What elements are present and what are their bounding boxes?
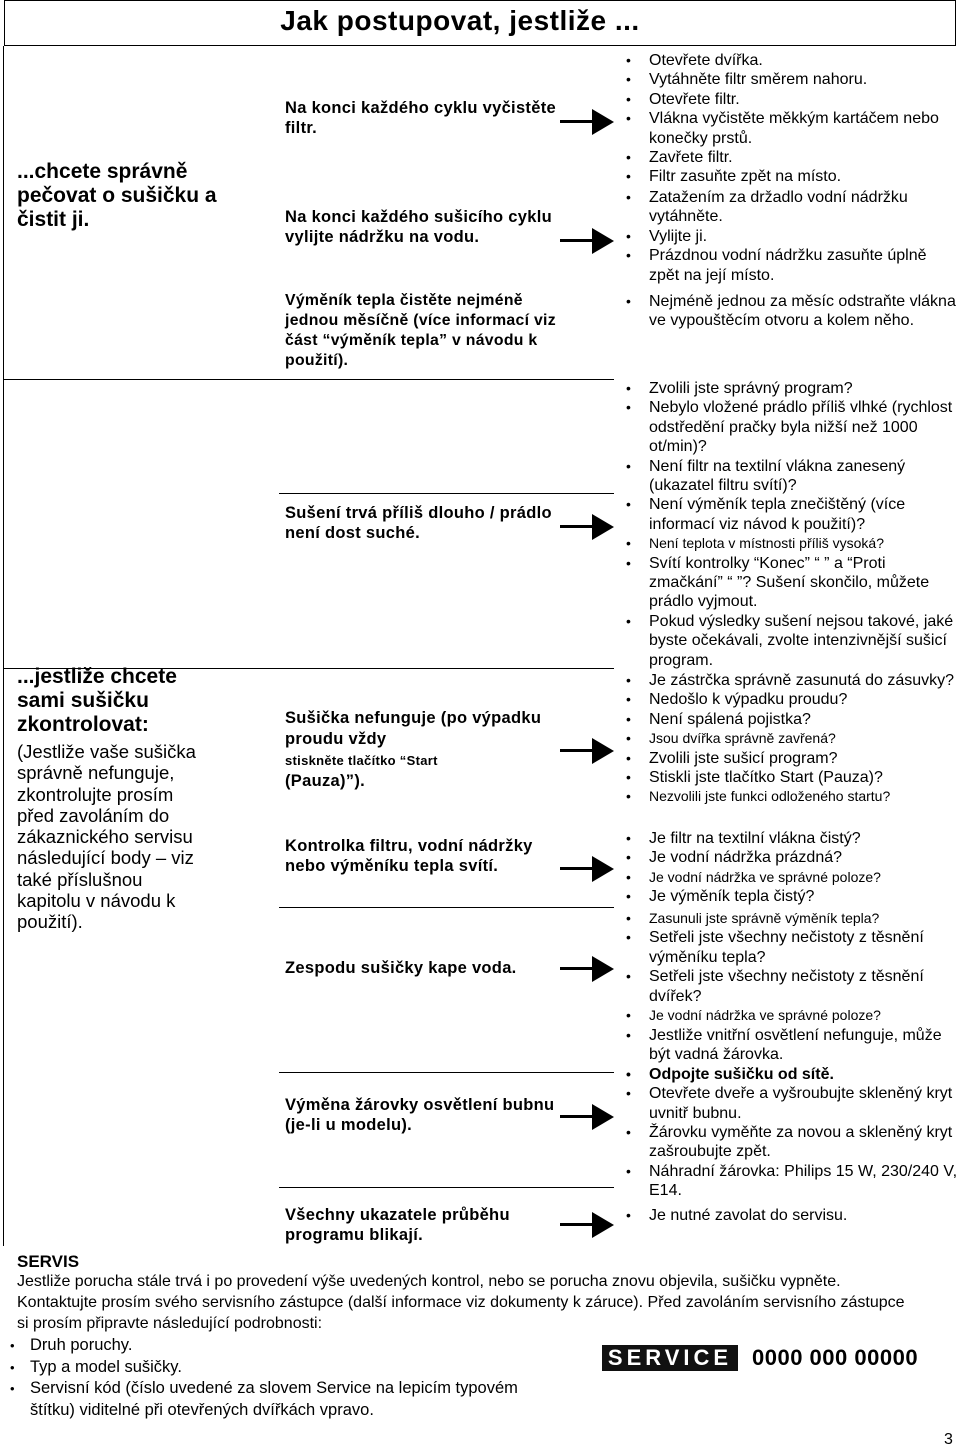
list-item: • Není spálená pojistka? <box>622 710 958 729</box>
separator <box>3 379 614 380</box>
list-item: • Není výměník tepla znečištěný (více informací viz návod k použití)? <box>622 495 958 534</box>
not-working-checks-list <box>622 671 958 807</box>
list-item: • Setřeli jste všechny nečistoty z těsnění dvířek? <box>622 967 958 1006</box>
separator <box>279 1072 614 1073</box>
page-number: 3 <box>944 1431 953 1448</box>
list-item: • Pokud výsledky sušení nejsou takové, jaké byste očekávali, zvolte intenzivnější sušicí program. <box>622 612 958 670</box>
list-item: • Stiskli jste tlačítko Start (Pauza)? <box>622 768 958 787</box>
servis-text: Jestliže porucha stále trvá i po provedení výše uvedených kontrol, nebo se porucha znovu objevila, sušičku vypněte. Kontaktujte prosím svého servisního zástupce (další informace viz dokumenty k záruce). Před zavoláním servisního zástupce si prosím připravte následující podrobnosti: <box>17 1273 905 1332</box>
list-item: • Typ a model sušičky. <box>10 1357 530 1379</box>
servis-details-list <box>10 1335 530 1421</box>
list-item: • Nedošlo k výpadku proudu? <box>622 690 958 709</box>
list-item: • Zatažením za držadlo vodní nádržku vytáhněte. <box>622 188 958 227</box>
list-item: • Odpojte sušičku od sítě. <box>622 1065 958 1084</box>
problem-drying-too-long: Sušení trvá příliš dlouho / prádlo není dost suché. <box>285 504 552 542</box>
separator <box>279 493 614 494</box>
list-item: • Nejméně jednou za měsíc odstraňte vlákna ve vypouštěcím otvoru a kolem něho. <box>622 292 958 331</box>
service-logo: SERVICE <box>602 1345 738 1371</box>
list-item: • Zvolili jste správný program? <box>622 379 958 398</box>
arrow-right-icon <box>560 1103 614 1131</box>
bulb-steps-list <box>622 1026 958 1201</box>
problem-not-working-small: stiskněte tlačítko “Start <box>285 753 438 768</box>
list-item: • Je vodní nádržka prázdná? <box>622 848 958 867</box>
problem-water-leak: Zespodu sušičky kape voda. <box>285 959 517 977</box>
title-box <box>4 0 956 46</box>
list-item: • Náhradní žárovka: Philips 15 W, 230/240 V, E14. <box>622 1162 958 1201</box>
list-item: • Setřeli jste všechny nečistoty z těsnění výměníku tepla? <box>622 928 958 967</box>
list-item: • Filtr zasuňte zpět na místo. <box>622 167 958 186</box>
arrow-right-icon <box>560 737 614 765</box>
list-item: • Je zástrčka správně zasunutá do zásuvky? <box>622 671 958 690</box>
list-item: • Není teplota v místnosti příliš vysoká? <box>622 534 958 553</box>
servis-title: SERVIS <box>17 1252 80 1271</box>
service-code: 0000 000 00000 <box>752 1345 919 1370</box>
list-item: • Je filtr na textilní vlákna čistý? <box>622 829 958 848</box>
problem-heat-exchanger: Výměník tepla čistěte nejméně jednou měsíčně (více informací viz část “výměník tepla” v návodu k použití). <box>285 292 556 369</box>
list-item: • Zasunuli jste správně výměník tepla? <box>622 909 958 928</box>
list-item: • Servisní kód (číslo uvedené za slovem Service na lepicím typovém štítku) viditelné při otevřených dvířkách vpravo. <box>10 1378 530 1421</box>
separator <box>279 907 614 908</box>
list-item: • Je nutné zavolat do servisu. <box>622 1206 958 1225</box>
list-item: • Jestliže vnitřní osvětlení nefunguje, může být vadná žárovka. <box>622 1026 958 1065</box>
problem-not-working-main: Sušička nefunguje (po výpadku proudu vždy <box>285 709 542 748</box>
water-tank-steps-list <box>622 188 958 285</box>
list-item: • Je výměník tepla čistý? <box>622 887 958 906</box>
list-item: • Vytáhněte filtr směrem nahoru. <box>622 70 958 89</box>
list-item: • Zvolili jste sušicí program? <box>622 749 958 768</box>
problem-indicator-lights: Kontrolka filtru, vodní nádržky nebo výměníku tepla svítí. <box>285 837 533 875</box>
indicator-checks-list <box>622 829 958 907</box>
filter-steps-list <box>622 51 958 187</box>
care-heading: ...chcete správně pečovat o sušičku a čistit ji. <box>17 160 217 231</box>
separator <box>279 1187 614 1188</box>
list-item: • Vylijte ji. <box>622 227 958 246</box>
arrow-right-icon <box>560 227 614 255</box>
list-item: • Druh poruchy. <box>10 1335 530 1357</box>
list-item: • Otevřete dvířka. <box>622 51 958 70</box>
drying-checks-list <box>622 379 958 670</box>
arrow-right-icon <box>560 108 614 136</box>
arrow-right-icon <box>560 855 614 883</box>
list-item: • Nebylo vložené prádlo příliš vlhké (rychlost odstředění pračky byla nižší než 1000 ot/min)? <box>622 398 958 456</box>
list-item: • Je vodní nádržka ve správné poloze? <box>622 868 958 887</box>
list-item: • Prázdnou vodní nádržku zasuňte úplně zpět na její místo. <box>622 246 958 285</box>
list-item: • Svítí kontrolky “Konec” “ ” a “Proti zmačkání” “ ”? Sušení skončilo, můžete prádlo vyjmout. <box>622 554 958 612</box>
problem-all-indicators-blink: Všechny ukazatele průběhu programu blikají. <box>285 1206 510 1244</box>
heat-exchanger-steps-list <box>622 292 958 331</box>
list-item: • Vlákna vyčistěte měkkým kartáčem nebo konečky prstů. <box>622 109 958 148</box>
check-body: (Jestliže vaše sušička správně nefunguje, zkontrolujte prosím před zavoláním do zákaznického servisu následující body – viz také příslušnou kapitolu v návodu k použití). <box>17 741 196 933</box>
page-title: Jak postupovat, jestliže ... <box>280 5 640 36</box>
arrow-right-icon <box>560 513 614 541</box>
problem-not-working <box>285 708 560 792</box>
arrow-right-icon <box>560 955 614 983</box>
list-item: • Nezvolili jste funkci odloženého startu? <box>622 787 958 806</box>
problem-water-tank: Na konci každého sušicího cyklu vylijte nádržku na vodu. <box>285 208 552 246</box>
list-item: • Jsou dvířka správně zavřená? <box>622 729 958 748</box>
list-item: • Zavřete filtr. <box>622 148 958 167</box>
blinking-steps-list <box>622 1206 958 1225</box>
list-item: • Není filtr na textilní vlákna zanesený (ukazatel filtru svítí)? <box>622 457 958 496</box>
check-heading: ...jestliže chcete sami sušičku zkontrolovat: <box>17 665 177 736</box>
separator <box>279 668 614 669</box>
list-item: • Otevřete dveře a vyšroubujte skleněný kryt uvnitř bubnu. <box>622 1084 958 1123</box>
list-item: • Je vodní nádržka ve správné poloze? <box>622 1006 958 1025</box>
problem-not-working-end: (Pauza)”). <box>285 772 366 790</box>
problem-filter: Na konci každého cyklu vyčistěte filtr. <box>285 99 556 137</box>
leak-checks-list <box>622 909 958 1025</box>
left-border <box>3 46 4 1246</box>
list-item: • Žárovku vyměňte za novou a skleněný kryt zašroubujte zpět. <box>622 1123 958 1162</box>
problem-bulb-replacement: Výměna žárovky osvětlení bubnu (je-li u modelu). <box>285 1096 555 1134</box>
arrow-right-icon <box>560 1211 614 1239</box>
list-item: • Otevřete filtr. <box>622 90 958 109</box>
